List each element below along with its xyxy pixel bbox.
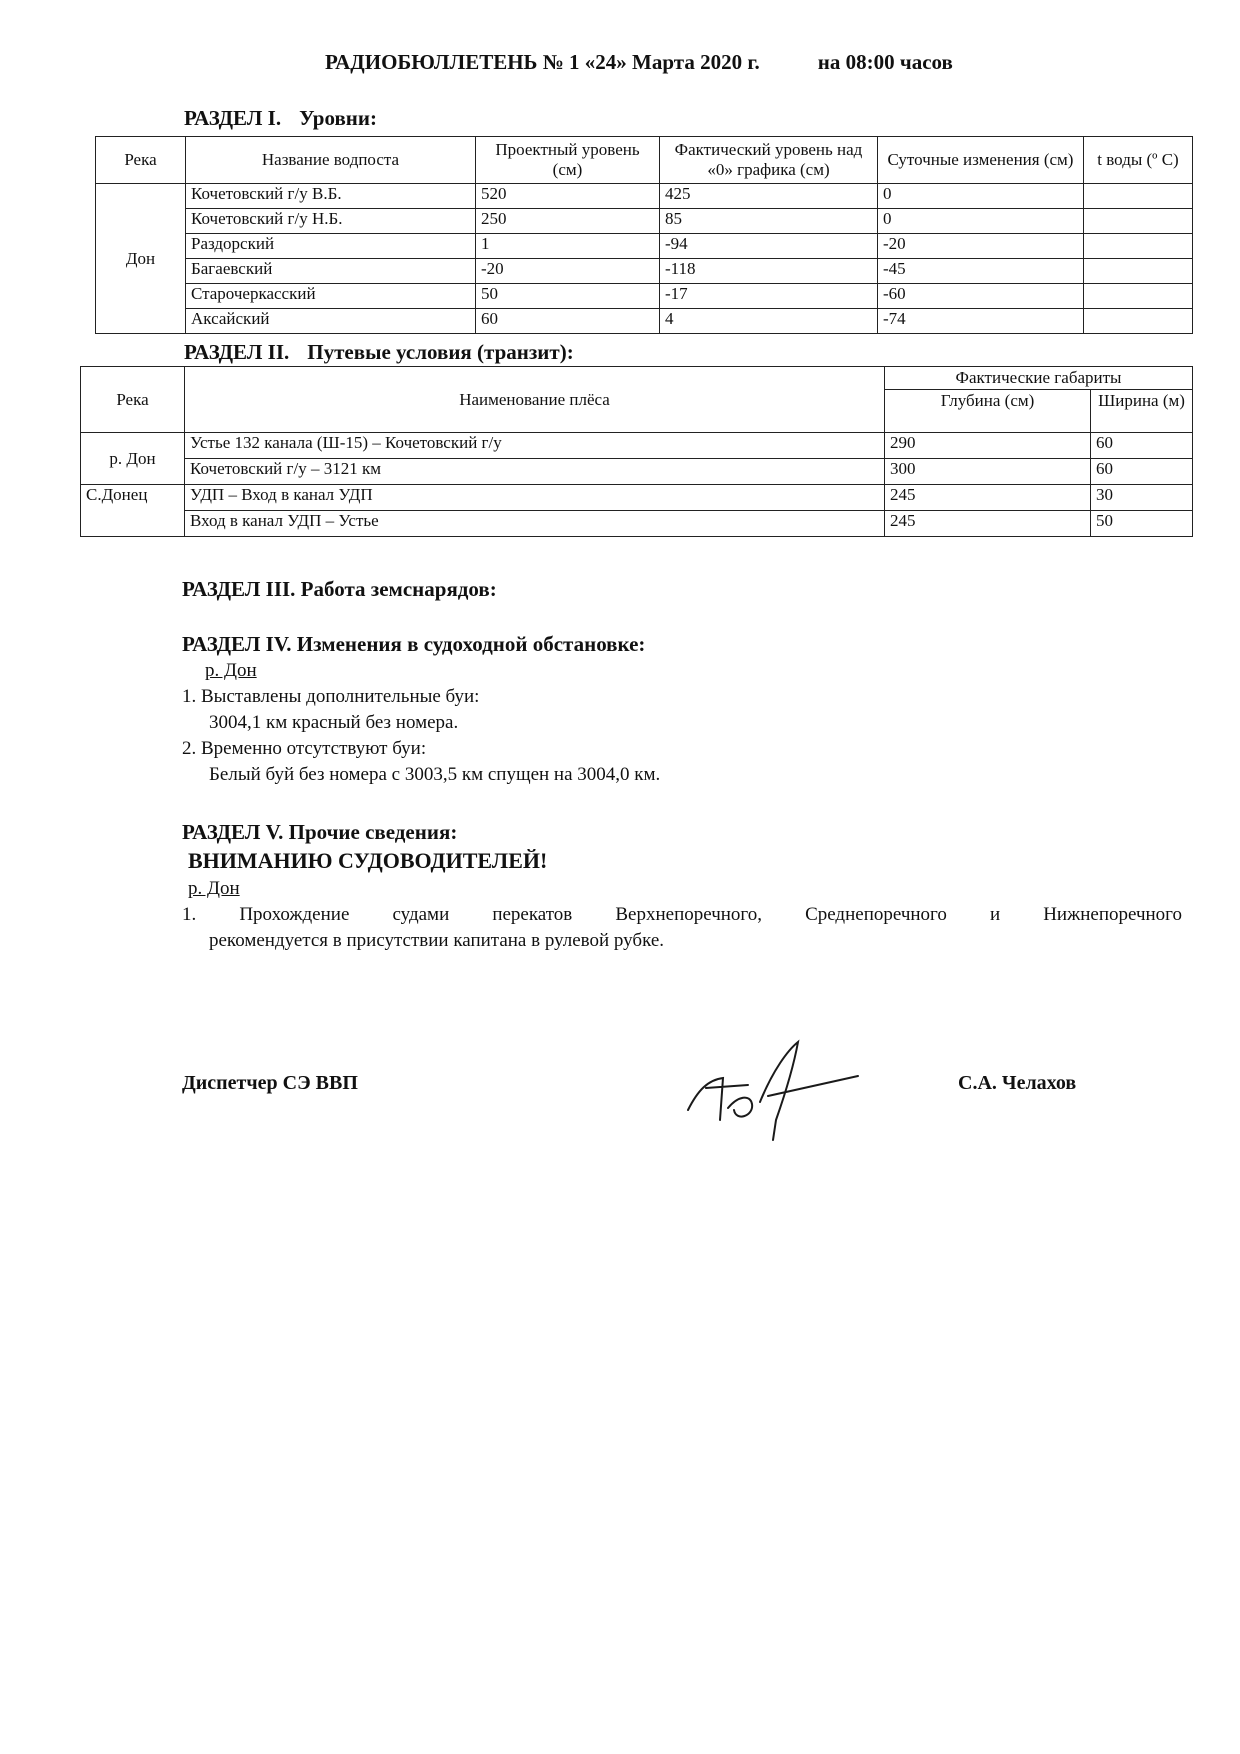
depth: 290 bbox=[885, 433, 1091, 459]
section-3-heading: РАЗДЕЛ III. Работа земснарядов: bbox=[182, 577, 497, 601]
table-row bbox=[96, 209, 1193, 234]
levels-table bbox=[95, 136, 1193, 334]
actual-level: -17 bbox=[660, 284, 878, 309]
table-row bbox=[96, 284, 1193, 309]
dispatcher-position: Диспетчер СЭ ВВП bbox=[182, 1072, 358, 1094]
section-4-item-1-title: 1. Выставлены дополнительные буи: bbox=[182, 686, 480, 707]
col-actual-dimensions: Фактические габариты bbox=[885, 367, 1193, 390]
daily-change: -60 bbox=[878, 284, 1084, 309]
post-name: Старочеркасский bbox=[186, 284, 476, 309]
water-temp bbox=[1084, 184, 1193, 209]
section-5-river: р. Дон bbox=[188, 878, 240, 899]
table-row bbox=[96, 234, 1193, 259]
bulletin-number-date: РАДИОБЮЛЛЕТЕНЬ № 1 «24» Марта 2020 г. bbox=[325, 50, 760, 74]
section-4-item-2-title: 2. Временно отсутствуют буи: bbox=[182, 738, 427, 759]
water-temp bbox=[1084, 209, 1193, 234]
section-5-item-1-line-2: рекомендуется в присутствии капитана в рулевой рубке. bbox=[209, 930, 665, 951]
table-row bbox=[81, 433, 1193, 459]
water-temp bbox=[1084, 284, 1193, 309]
width: 60 bbox=[1091, 459, 1193, 485]
section-1-number: РАЗДЕЛ I. bbox=[184, 106, 282, 130]
section-4-item-2-text: Белый буй без номера с 3003,5 км спущен на 3004,0 км. bbox=[209, 764, 661, 785]
actual-level: -118 bbox=[660, 259, 878, 284]
width: 30 bbox=[1091, 485, 1193, 511]
col-daily-change: Суточные изменения (см) bbox=[878, 137, 1084, 184]
col-river: Река bbox=[96, 137, 186, 184]
section-4-heading: РАЗДЕЛ IV. Изменения в судоходной обстановке: bbox=[182, 632, 646, 656]
post-name: Багаевский bbox=[186, 259, 476, 284]
section-4-item-1-text: 3004,1 км красный без номера. bbox=[209, 712, 459, 733]
design-level: -20 bbox=[476, 259, 660, 284]
post-name: Аксайский bbox=[186, 309, 476, 334]
section-2-heading bbox=[184, 340, 574, 365]
reach-name: Кочетовский г/у – 3121 км bbox=[185, 459, 885, 485]
river-cell: С.Донец bbox=[81, 485, 185, 537]
daily-change: 0 bbox=[878, 209, 1084, 234]
table-row bbox=[81, 511, 1193, 537]
col-depth: Глубина (см) bbox=[885, 390, 1091, 433]
col-water-temp: t воды (º С) bbox=[1084, 137, 1193, 184]
water-temp bbox=[1084, 234, 1193, 259]
daily-change: -45 bbox=[878, 259, 1084, 284]
design-level: 520 bbox=[476, 184, 660, 209]
col-post-name: Название водпоста bbox=[186, 137, 476, 184]
reach-name: Вход в канал УДП – Устье bbox=[185, 511, 885, 537]
col-actual-level: Фактический уровень над «0» графика (см) bbox=[660, 137, 878, 184]
daily-change: -74 bbox=[878, 309, 1084, 334]
reach-name: Устье 132 канала (Ш-15) – Кочетовский г/у bbox=[185, 433, 885, 459]
section-2-title: Путевые условия (транзит): bbox=[307, 340, 574, 364]
attention-heading: ВНИМАНИЮ СУДОВОДИТЕЛЕЙ! bbox=[188, 848, 548, 873]
width: 60 bbox=[1091, 433, 1193, 459]
daily-change: 0 bbox=[878, 184, 1084, 209]
depth: 245 bbox=[885, 511, 1091, 537]
table-row bbox=[81, 485, 1193, 511]
table-row bbox=[81, 459, 1193, 485]
col-river: Река bbox=[81, 367, 185, 433]
design-level: 50 bbox=[476, 284, 660, 309]
design-level: 60 bbox=[476, 309, 660, 334]
transit-table bbox=[80, 366, 1193, 537]
daily-change: -20 bbox=[878, 234, 1084, 259]
reach-name: УДП – Вход в канал УДП bbox=[185, 485, 885, 511]
signature-image bbox=[678, 1030, 878, 1150]
dispatcher-name: С.А. Челахов bbox=[958, 1072, 1077, 1094]
post-name: Кочетовский г/у В.Б. bbox=[186, 184, 476, 209]
section-5-item-1-line-1: 1. Прохождение судами перекатов Верхнепоречного, Среднепоречного и Нижнепоречного bbox=[182, 904, 1182, 925]
table-row bbox=[96, 259, 1193, 284]
design-level: 250 bbox=[476, 209, 660, 234]
section-1-title: Уровни: bbox=[299, 106, 377, 130]
col-reach-name: Наименование плёса bbox=[185, 367, 885, 433]
actual-level: -94 bbox=[660, 234, 878, 259]
bulletin-title bbox=[325, 50, 953, 75]
design-level: 1 bbox=[476, 234, 660, 259]
depth: 300 bbox=[885, 459, 1091, 485]
table-row bbox=[96, 309, 1193, 334]
depth: 245 bbox=[885, 485, 1091, 511]
water-temp bbox=[1084, 309, 1193, 334]
transit-header-row-1 bbox=[81, 367, 1193, 390]
actual-level: 85 bbox=[660, 209, 878, 234]
section-4-river: р. Дон bbox=[205, 660, 257, 681]
actual-level: 425 bbox=[660, 184, 878, 209]
col-design-level: Проектный уровень (см) bbox=[476, 137, 660, 184]
river-cell: р. Дон bbox=[81, 433, 185, 485]
col-width: Ширина (м) bbox=[1091, 390, 1193, 433]
water-temp bbox=[1084, 259, 1193, 284]
width: 50 bbox=[1091, 511, 1193, 537]
levels-header-row bbox=[96, 137, 1193, 184]
section-5-heading: РАЗДЕЛ V. Прочие сведения: bbox=[182, 820, 458, 844]
bulletin-time: на 08:00 часов bbox=[817, 50, 953, 74]
actual-level: 4 bbox=[660, 309, 878, 334]
river-cell: Дон bbox=[96, 184, 186, 334]
table-row bbox=[96, 184, 1193, 209]
section-2-number: РАЗДЕЛ II. bbox=[184, 340, 290, 364]
post-name: Раздорский bbox=[186, 234, 476, 259]
post-name: Кочетовский г/у Н.Б. bbox=[186, 209, 476, 234]
section-1-heading bbox=[184, 106, 377, 131]
